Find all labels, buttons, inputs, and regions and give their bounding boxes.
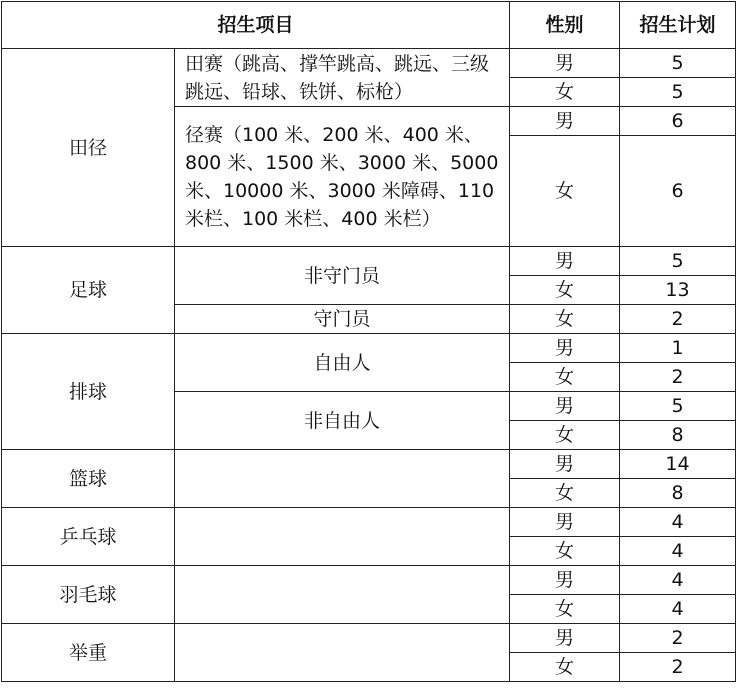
count-cell: 1 xyxy=(620,334,736,363)
subcategory-non-goalkeeper: 非守门员 xyxy=(175,247,510,305)
table-row xyxy=(2,334,736,363)
gender-cell: 男 xyxy=(510,49,620,78)
table-row xyxy=(2,508,736,537)
sport-cell-yumaoqiu: 羽毛球 xyxy=(2,566,175,624)
subcategory-field-events: 田赛（跳高、撑竿跳高、跳远、三级跳远、铅球、铁饼、标枪） xyxy=(175,49,510,107)
count-cell: 2 xyxy=(620,305,736,334)
gender-cell: 男 xyxy=(510,566,620,595)
table-row xyxy=(2,624,736,653)
empty-subcategory-cell xyxy=(175,508,510,566)
subcategory-goalkeeper: 守门员 xyxy=(175,305,510,334)
count-cell: 4 xyxy=(620,508,736,537)
header-gender: 性别 xyxy=(510,2,620,49)
gender-cell: 女 xyxy=(510,305,620,334)
count-cell: 14 xyxy=(620,450,736,479)
count-cell: 8 xyxy=(620,479,736,508)
sport-cell-tianjing: 田径 xyxy=(2,49,175,247)
sport-cell-pingpang: 乒乓球 xyxy=(2,508,175,566)
gender-cell: 男 xyxy=(510,508,620,537)
header-row xyxy=(2,2,736,49)
count-cell: 6 xyxy=(620,107,736,136)
gender-cell: 男 xyxy=(510,392,620,421)
sport-cell-juzhong: 举重 xyxy=(2,624,175,682)
gender-cell: 女 xyxy=(510,421,620,450)
count-cell: 13 xyxy=(620,276,736,305)
count-cell: 4 xyxy=(620,537,736,566)
subcategory-libero: 自由人 xyxy=(175,334,510,392)
count-cell: 6 xyxy=(620,136,736,247)
count-cell: 5 xyxy=(620,49,736,78)
gender-cell: 男 xyxy=(510,107,620,136)
empty-subcategory-cell xyxy=(175,450,510,508)
count-cell: 2 xyxy=(620,624,736,653)
sport-cell-zuqiu: 足球 xyxy=(2,247,175,334)
gender-cell: 女 xyxy=(510,537,620,566)
header-project: 招生项目 xyxy=(2,2,510,49)
empty-subcategory-cell xyxy=(175,624,510,682)
header-plan: 招生计划 xyxy=(620,2,736,49)
gender-cell: 女 xyxy=(510,479,620,508)
count-cell: 4 xyxy=(620,566,736,595)
subcategory-non-libero: 非自由人 xyxy=(175,392,510,450)
gender-cell: 女 xyxy=(510,136,620,247)
sport-cell-paiqiu: 排球 xyxy=(2,334,175,450)
gender-cell: 女 xyxy=(510,363,620,392)
gender-cell: 男 xyxy=(510,247,620,276)
count-cell: 5 xyxy=(620,392,736,421)
empty-subcategory-cell xyxy=(175,566,510,624)
gender-cell: 女 xyxy=(510,78,620,107)
gender-cell: 男 xyxy=(510,624,620,653)
table-row xyxy=(2,450,736,479)
sport-cell-lanqiu: 篮球 xyxy=(2,450,175,508)
subcategory-track-events: 径赛（100 米、200 米、400 米、800 米、1500 米、3000 米、5000 米、10000 米、3000 米障碍、110 米栏、100 米栏、400 米栏） xyxy=(175,107,510,247)
count-cell: 2 xyxy=(620,653,736,682)
table-row xyxy=(2,247,736,276)
gender-cell: 男 xyxy=(510,450,620,479)
gender-cell: 女 xyxy=(510,653,620,682)
table-row xyxy=(2,49,736,78)
count-cell: 5 xyxy=(620,78,736,107)
gender-cell: 女 xyxy=(510,595,620,624)
table-row xyxy=(2,566,736,595)
gender-cell: 男 xyxy=(510,334,620,363)
count-cell: 8 xyxy=(620,421,736,450)
count-cell: 2 xyxy=(620,363,736,392)
gender-cell: 女 xyxy=(510,276,620,305)
enrollment-plan-table xyxy=(1,1,736,682)
count-cell: 4 xyxy=(620,595,736,624)
count-cell: 5 xyxy=(620,247,736,276)
